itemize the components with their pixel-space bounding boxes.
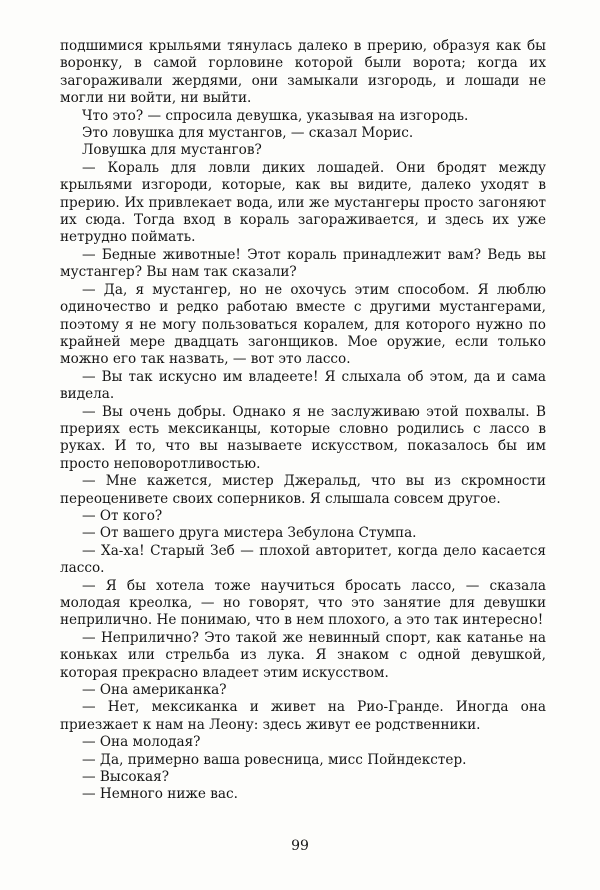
paragraph-6: — Бедные животные! Этот кораль принадлежит вам? Ведь вы мустангер? Вы нам так сказали? <box>60 246 546 281</box>
paragraph-1: подшимися крыльями тянулась далеко в прерию, образуя как бы воронку, в самой горловине которой были ворота; когда их загораживали жердями, они замыкали изгородь, и лошади не могли ни войти, ни выйти. <box>60 38 546 107</box>
paragraph-14: — Я бы хотела тоже научиться бросать лассо, — сказала молодая креолка, — но говорят, что это занятие для девушки неприлично. Не понимаю, что в нем плохого, а это так интересно! <box>60 577 546 629</box>
paragraph-5: — Кораль для ловли диких лошадей. Они бродят между крыльями изгороди, которые, как вы видите, далеко уходят в прерию. Их привлекает вода, или же мустангеры просто загоняют их сюда. Тогда вход в кораль загораживается, и здесь их уже нетрудно поймать. <box>60 159 546 246</box>
paragraph-15: — Неприлично? Это такой же невинный спорт, как катанье на коньках или стрельба из лука. Я знаком с одной девушкой, которая прекрасно владеет этим искусством. <box>60 629 546 681</box>
paragraph-13: — Ха-ха! Старый Зеб — плохой авторитет, когда дело касается лассо. <box>60 542 546 577</box>
paragraph-19: — Да, примерно ваша ровесница, мисс Пойндекстер. <box>82 751 467 768</box>
paragraph-8: — Вы так искусно им владеете! Я слыхала об этом, да и сама видела. <box>60 368 546 403</box>
paragraph-7: — Да, я мустангер, но не охочусь этим способом. Я люблю одиночество и редко работаю вместе с другими мустангерами, поэтому я не могу пользоваться коралем, для которого нужно по крайней мере двадцать загонщиков. Мое оружие, если только можно его так назвать, — вот это лассо. <box>60 281 546 368</box>
paragraph-16: — Она американка? <box>82 682 227 699</box>
book-page-text <box>60 38 546 804</box>
paragraph-12: — От вашего друга мистера Зебулона Стумпа. <box>82 525 417 542</box>
page-number: 99 <box>291 838 309 854</box>
paragraph-9: — Вы очень добры. Однако я не заслуживаю этой похвалы. В прериях есть мексиканцы, которые словно родились с лассо в руках. И то, что вы называете искусством, показалось бы им просто неповоротливостью. <box>60 403 546 472</box>
paragraph-10: — Мне кажется, мистер Джеральд, что вы из скромности переоценивете своих соперников. Я слышала совсем другое. <box>60 473 546 507</box>
paragraph-4: Ловушка для мустангов? <box>82 142 262 159</box>
paragraph-18: — Она молодая? <box>82 734 201 751</box>
paragraph-11: — От кого? <box>82 507 163 524</box>
paragraph-3: Это ловушка для мустангов, — сказал Морис. <box>82 125 414 142</box>
paragraph-2: Что это? — спросила девушка, указывая на изгородь. <box>82 107 469 124</box>
paragraph-20: — Высокая? <box>82 769 169 786</box>
paragraph-21: — Немного ниже вас. <box>82 786 238 803</box>
paragraph-17: — Нет, мексиканка и живет на Рио-Гранде. Иногда она приезжает к нам на Леону: здесь живут ее родственники. <box>60 699 546 733</box>
